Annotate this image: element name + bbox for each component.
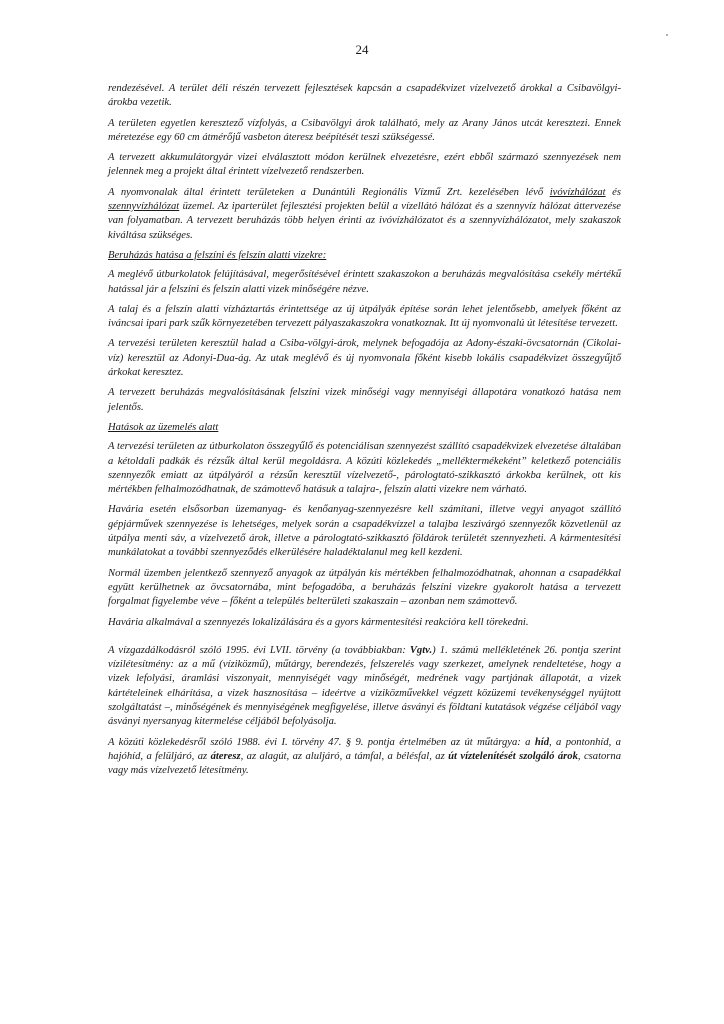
underlined-term: ivóvízhálózat bbox=[549, 186, 606, 198]
paragraph-text: üzemel. Az iparterület fejlesztési projekten belül a vízellátó hálózat és a szennyvíz hálózat áttervezése van folyamatban. A tervezett beruházás több helyen érinti az ivóvízhálózatot és a szennyvízhálózatot, mely szakaszok kiváltása szükséges. bbox=[108, 201, 621, 241]
paragraph-text: ) 1. számú mellékletének 26. pontja szerint vízilétesítmény: az a mű (víziközmű), műtárgy, berendezés, felszerelés vagy szerkezet, amelynek rendeltetése, hogy a vizek lefolyási, áramlási viszonyait, mennyiségét vagy minőségét, medrének vagy partjának állapotát, a vizek kártételeinek elhárítása, a vizek hasznosítása – ideértve a víziközművekkel végzett közüzemi tevékenységgel nyújtott szolgáltatást –, minőségének és mennyiségének megfigyelése, illetve ásványi és földtani kutatások végzése céljából vagy ásványi nyersanyag kitermelése céljából befolyásolja. bbox=[108, 644, 621, 728]
paragraph-text: A vízgazdálkodásról szóló 1995. évi LVII. törvény (a továbbiakban: bbox=[108, 644, 410, 656]
paragraph: Normál üzemben jelentkező szennyező anyagok az útpályán kis mértékben felhalmozódhatnak, ahonnan a csapadékkal együtt kerülhetnek az övcsatornába, mint befogadóba, a beruházás felszíni vizekre gyakorolt hatása a tervezett forgalmat figyelembe véve – főként a település belterületi szakaszain – azonban nem számottevő. bbox=[108, 567, 621, 608]
paragraph-text: és bbox=[605, 186, 621, 198]
bold-term: áteresz bbox=[210, 750, 241, 762]
paragraph-text: , a pontonhíd, a hajóhíd, a felüljáró, az bbox=[108, 736, 621, 762]
bold-term: út víztelenítését szolgáló árok bbox=[448, 750, 578, 762]
paragraph-text: , csatorna vagy más vízelvezető létesítmény. bbox=[108, 750, 622, 777]
paragraph-text: A közúti közlekedésről szóló 1988. évi I. törvény 47. § 9. pontja értelmében az út műtárgya: a bbox=[108, 736, 535, 748]
section-heading: Hatások az üzemelés alatt bbox=[108, 421, 219, 433]
paragraph bbox=[108, 186, 621, 243]
bold-term: Vgtv. bbox=[409, 644, 433, 656]
paragraph: A meglévő útburkolatok felújításával, megerősítésével érintett szakaszokon a beruházás megvalósítása csekély mértékű hatással jár a felszíni és felszín alatti vizek minőségére nézve. bbox=[108, 269, 621, 295]
scan-speck bbox=[666, 34, 668, 36]
bold-term: híd bbox=[534, 736, 549, 748]
paragraph: A tervezett beruházás megvalósításának felszíni vizek minőségi vagy mennyiségi állapotára vonatkozó hatása nem jelentős. bbox=[108, 387, 621, 413]
paragraph: A talaj és a felszín alatti vízháztartás érintettsége az új útpályák építése során lehet jelentősebb, amelyek főként az iváncsai ipari park szűk környezetében tervezett pályaszakaszokra vonatkoznak. Itt új nyomvonalú út létesítése tervezett. bbox=[108, 303, 621, 330]
paragraph bbox=[108, 736, 621, 779]
paragraph: A területen egyetlen keresztező vízfolyás, a Csibavölgyi árok található, mely az Arany János utcát keresztezi. Ennek méretezése egy 60 cm átmérőjű vasbeton áteresz beépítését teszi szükségessé. bbox=[108, 117, 621, 143]
paragraph: Havária esetén elsősorban üzemanyag- és kenőanyag-szennyezésre kell számítani, illetve vegyi anyagot szállító gépjárművek szennyezése is lehetséges, melyek során a csapadékvízzel a talajba leszivárgó szennyezők közvetlenül az útpálya menti sáv, a vízelvezető árok, illetve a párologtató-szikkasztó földárok területét szennyezheti. A kármentesítési munkálatokat a további szennyeződés elkerülésére haladéktalanul meg kell kezdeni. bbox=[108, 504, 621, 559]
paragraph: rendezésével. A terület déli részén tervezett fejlesztések kapcsán a csapadékvizet vízelvezető árokkal a Csibavölgyi-árokba vezetik. bbox=[108, 83, 621, 109]
paragraph-text: , az alagút, az aluljáró, a támfal, a bélésfal, az bbox=[240, 750, 449, 762]
paragraph: Havária alkalmával a szennyezés lokalizálására és a gyors kármentesítési reakcióra kell törekedni. bbox=[108, 616, 529, 628]
paragraph bbox=[108, 644, 621, 730]
underlined-term: szennyvízhálózat bbox=[108, 201, 180, 213]
section-heading: Beruházás hatása a felszíni és felszín alatti vizekre: bbox=[108, 249, 327, 261]
document-body bbox=[108, 82, 621, 784]
page-number: 24 bbox=[355, 42, 369, 57]
paragraph: A tervezési területen keresztül halad a Csiba-völgyi-árok, melynek befogadója az Adony-északi-övcsatornán (Cikolai-víz) keresztül az Adonyi-Dua-ág. Az utak meglévő és új nyomvonala főként kisebb lokális csapadékvizet összegyűjtő árkokat keresztez. bbox=[108, 338, 621, 379]
paragraph: A tervezési területen az útburkolaton összegyűlő és potenciálisan szennyezést szállító csapadékvizek elvezetése általában a kétoldali padkák és rézsűk által kerül megoldásra. A közúti közlekedés „melléktermékeként” keletkező potenciális szennyezők emiatt az útpályáról a rézsűn keresztül vízelvezető-, párologtató-szikkasztó árkokba kerülnek, ott kis mértékben felhalmozódhatnak, de számottevő hatásuk a talajra-, felszín alatti vizekre nem várható. bbox=[108, 441, 621, 496]
paragraph-text: A nyomvonalak által érintett területeken a Dunántúli Regionális Vízmű Zrt. kezelésében lévő bbox=[108, 186, 550, 198]
paragraph: A tervezett akkumulátorgyár vizei elválasztott módon kerülnek elvezetésre, ezért ebből származó szennyezések nem jelennek meg a projekt által érintett vízelvezető rendszerben. bbox=[108, 152, 621, 178]
